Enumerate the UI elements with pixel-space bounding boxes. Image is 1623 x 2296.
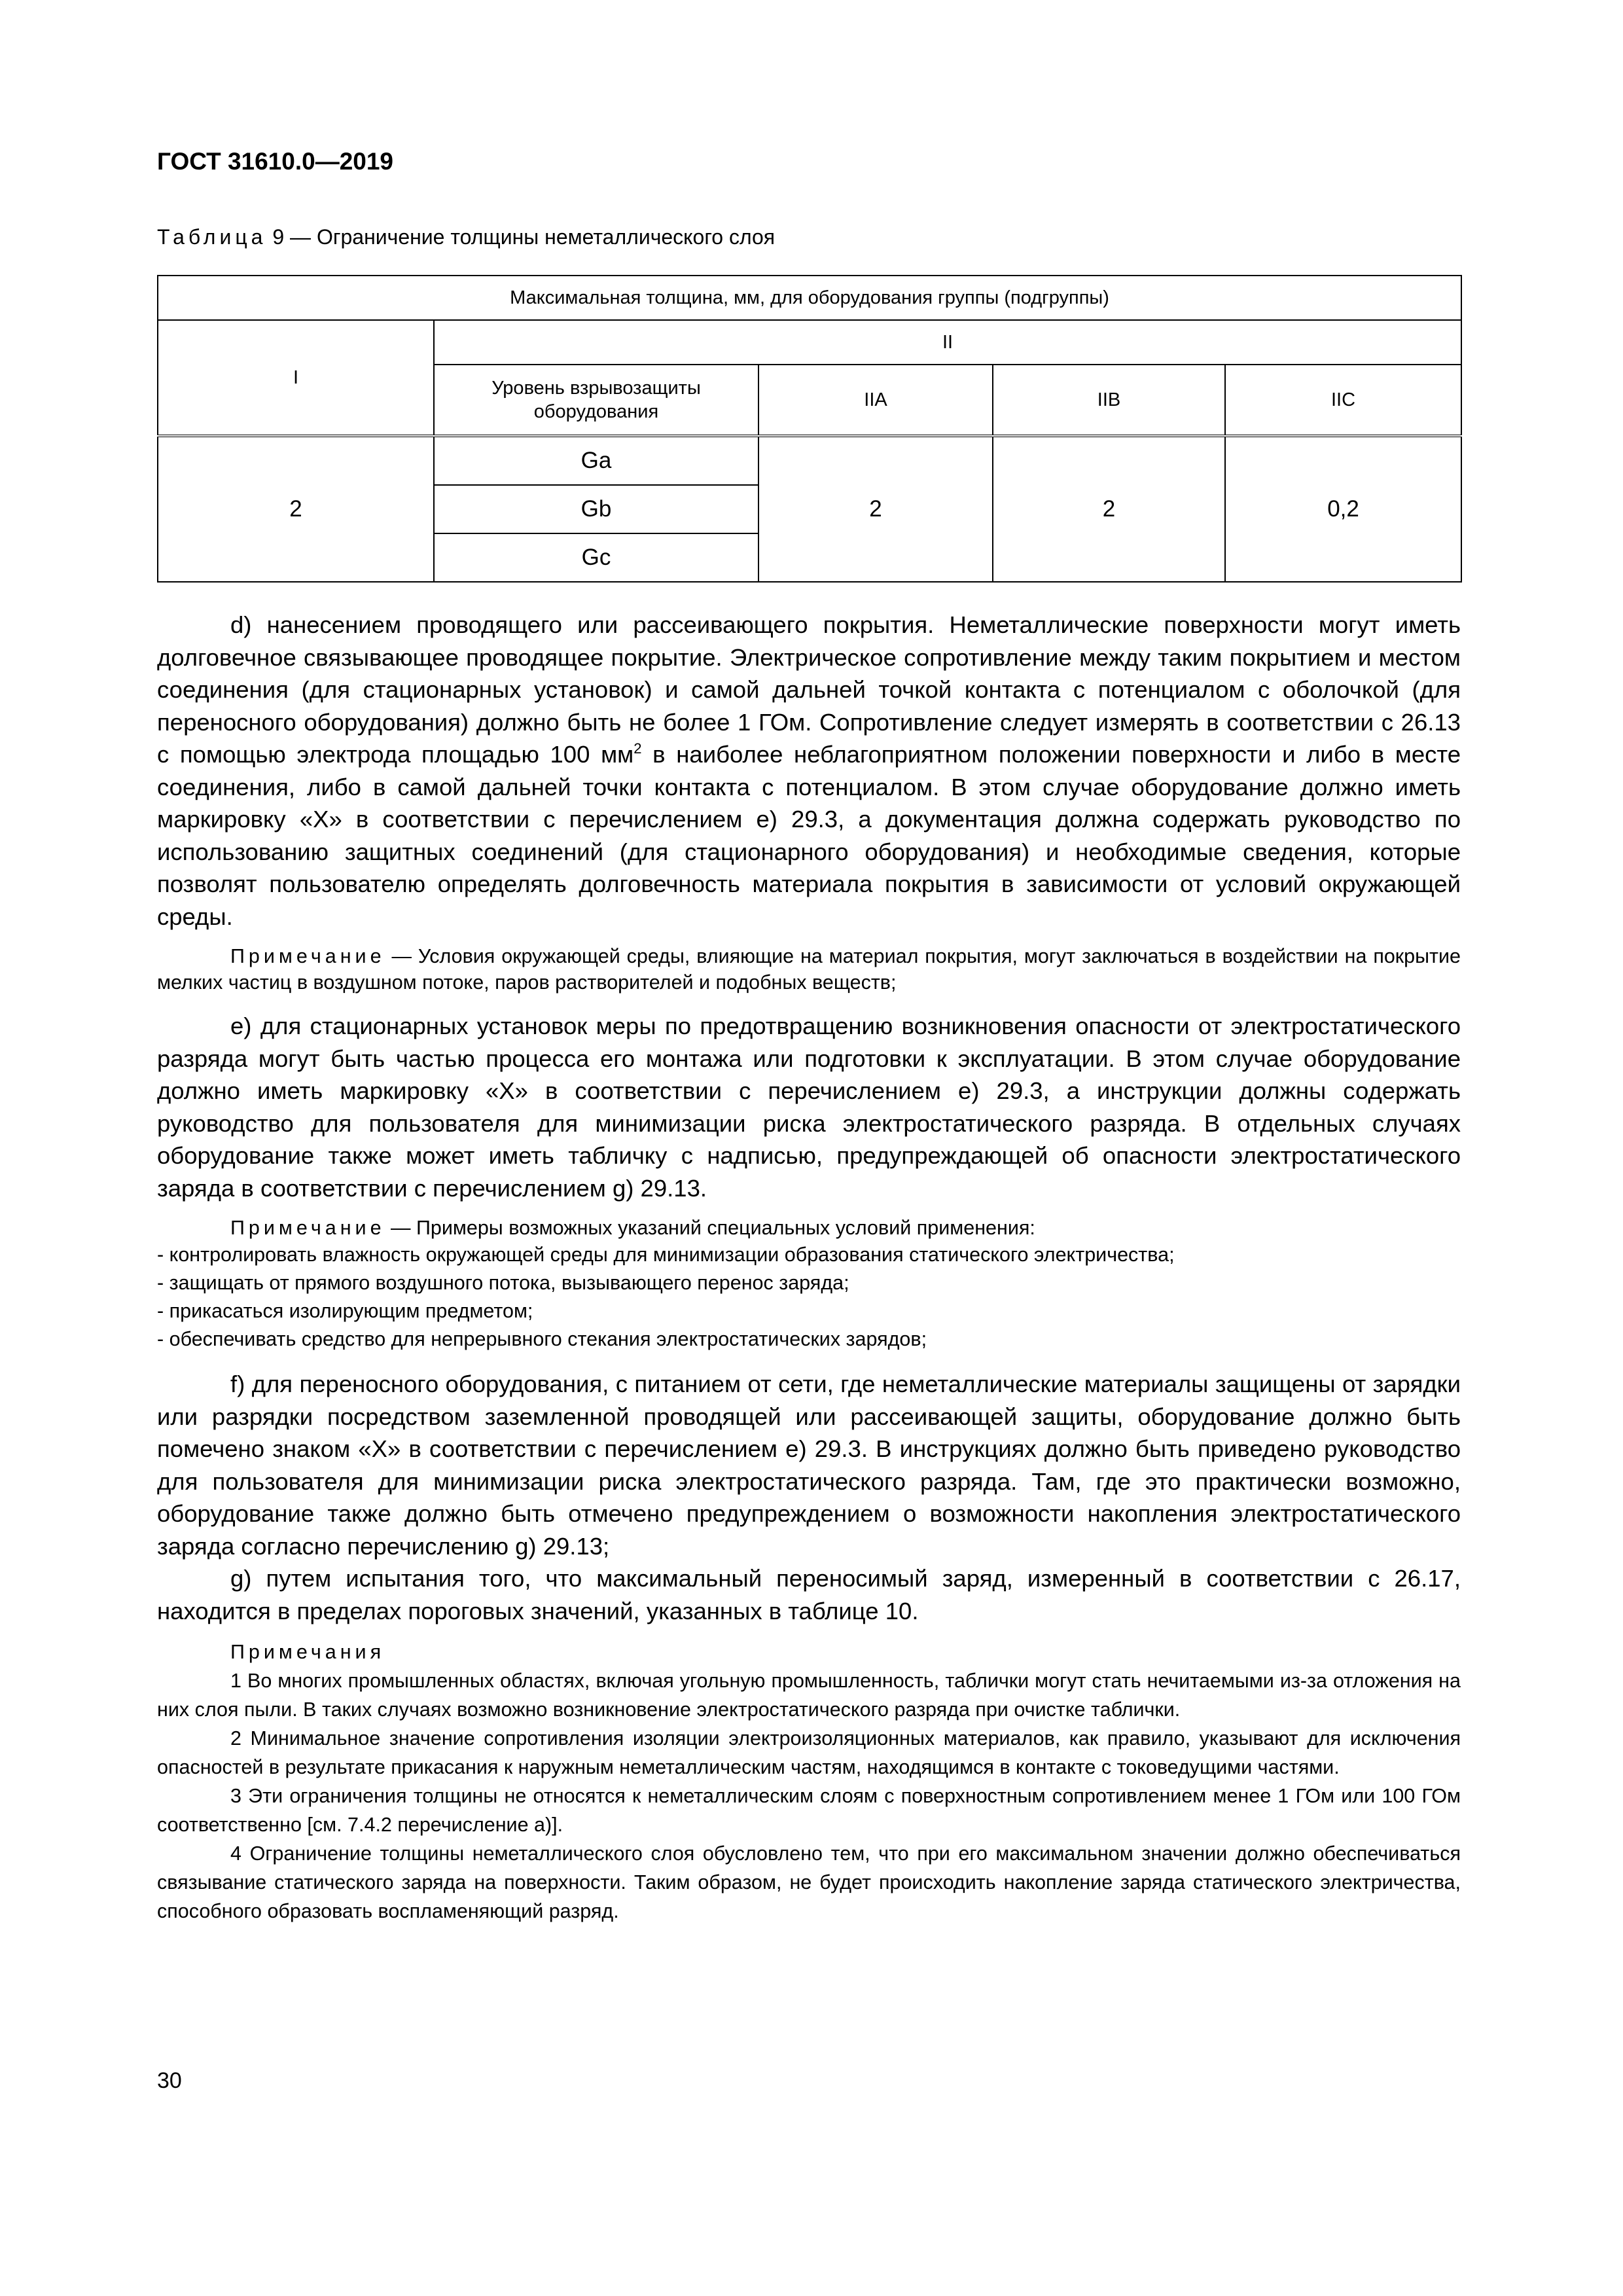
group-i-value: 2 (158, 436, 434, 582)
paragraph-d (157, 609, 1461, 933)
protection-level-header: Уровень взрывозащиты оборудования (434, 365, 758, 436)
note-item: 3 Эти ограничения толщины не относятся к неметаллическим слоям с поверхностным сопротивлением менее 1 ГОм или 100 ГОм соответственно [см. 7.4.2 перечисление а)]. (157, 1785, 1461, 1836)
iib-value: 2 (993, 436, 1225, 582)
table-caption (157, 225, 775, 249)
note-1 (157, 943, 1461, 996)
document-body (157, 609, 1461, 1926)
note-2-item: - прикасаться изолирующим предметом; (157, 1300, 533, 1322)
note-2-item: - контролировать влажность окружающей среды для минимизации образования статического электричества; (157, 1244, 1175, 1266)
iic-value: 0,2 (1225, 436, 1461, 582)
document-code: ГОСТ 31610.0—2019 (157, 148, 394, 175)
paragraph-g: g) путем испытания того, что максимальный переносимый заряд, измеренный в соответствии с 26.17, находится в пределах пороговых значений, указанных в таблице 10. (157, 1565, 1461, 1624)
table-caption-text: 9 — Ограничение толщины неметаллического слоя (272, 225, 776, 249)
note-2-item: - защищать от прямого воздушного потока, вызывающего перенос заряда; (157, 1272, 849, 1294)
note-item: 1 Во многих промышленных областях, включая угольную промышленность, таблички могут стать нечитаемыми из-за отложения на них слоя пыли. В таких случаях возможно возникновение электростатического разряда при очистке таблички. (157, 1670, 1461, 1721)
level-gc: Gc (434, 533, 758, 582)
note-item: 2 Минимальное значение сопротивления изоляции электроизоляционных материалов, как правило, указывают для исключения опасностей в результате прикасания к наружным неметаллическим частям, находящимся в контакте с токоведущими частями. (157, 1727, 1461, 1778)
paragraph-d-text-end: в наиболее неблагоприятном положении поверхности и либо в месте соединения, либо в самой дальней точки контакта с потенциалом. В этом случае оборудование должно иметь маркировку «X» в соответствии с перечислением е) 29.3, а документация должна содержать руководство по использованию защитных соединений (для стационарного оборудования) и необходимые сведения, которые позволят пользователю определять долговечность материала покрытия в зависимости от условий окружающей среды. (157, 741, 1461, 930)
subgroup-iia-header: IIA (758, 365, 993, 436)
note-2 (157, 1215, 1461, 1241)
table-header-main: Максимальная толщина, мм, для оборудования группы (подгруппы) (158, 276, 1461, 320)
note-1-label: Примечание (230, 945, 385, 967)
thickness-table (157, 275, 1462, 583)
level-ga: Ga (434, 436, 758, 485)
iia-value: 2 (758, 436, 993, 582)
note-1-text: — Условия окружающей среды, влияющие на материал покрытия, могут заключаться в воздействии на покрытие мелких частиц в воздушном потоке, паров растворителей и подобных веществ; (157, 945, 1461, 994)
paragraph-f: f) для переносного оборудования, с питанием от сети, где неметаллические материалы защищены от зарядки или разрядки посредством заземленной проводящей или рассеивающей защиты, оборудование должно быть помечено знаком «X» в соответствии с перечислением е) 29.3. В инструкциях должно быть приведено руководство для пользователя для минимизации риска электростатического разряда. Там, где это практически возможно, оборудование также должно быть отмечено предупреждением о возможности накопления электростатического заряда согласно перечислению g) 29.13; (157, 1371, 1461, 1560)
note-2-label: Примечание (230, 1217, 385, 1239)
subgroup-iib-header: IIB (993, 365, 1225, 436)
notes-label (157, 1638, 1461, 1666)
group-i-header: I (158, 320, 434, 436)
paragraph-d-text-start: d) нанесением проводящего или рассеивающего покрытия. Неметаллические поверхности могут иметь долговечное связывающее проводящее покрытие. Электрическое сопротивление между таким покрытием и местом соединения (для стационарных установок) и самой дальней точкой контакта с потенциалом с оболочкой (для переносного оборудования) должно быть не более 1 ГОм. Сопротивление следует измерять в соответствии с 26.13 с помощью электрода площадью 100 мм (157, 611, 1461, 768)
table-caption-word: Таблица (157, 225, 267, 249)
note-2-item: - обеспечивать средство для непрерывного стекания электростатических зарядов; (157, 1328, 927, 1350)
note-2-text: — Примеры возможных указаний специальных условий применения: (385, 1217, 1035, 1239)
page-number: 30 (157, 2068, 182, 2093)
paragraph-e: e) для стационарных установок меры по предотвращению возникновения опасности от электростатического разряда могут быть частью процесса его монтажа или подготовки к эксплуатации. В этом случае оборудование должно иметь маркировку «X» в соответствии с перечислением е) 29.3, а инструкции должны содержать руководство для пользователя для минимизации риска электростатического разряда. В отдельных случаях оборудование также может иметь табличку с надписью, предупреждающей об опасности электростатического заряда в соответствии с перечислением g) 29.13. (157, 1013, 1461, 1202)
group-ii-header: II (434, 320, 1461, 365)
subgroup-iic-header: IIC (1225, 365, 1461, 436)
level-gb: Gb (434, 485, 758, 533)
notes-label-text: Примечания (230, 1641, 385, 1663)
note-item: 4 Ограничение толщины неметаллического слоя обусловлено тем, что при его максимальном значении должно обеспечиваться связывание статического заряда на поверхности. Таким образом, не будет происходить накопление заряда статического электричества, способного образовать воспламеняющий разряд. (157, 1842, 1461, 1922)
superscript-2: 2 (633, 740, 642, 757)
